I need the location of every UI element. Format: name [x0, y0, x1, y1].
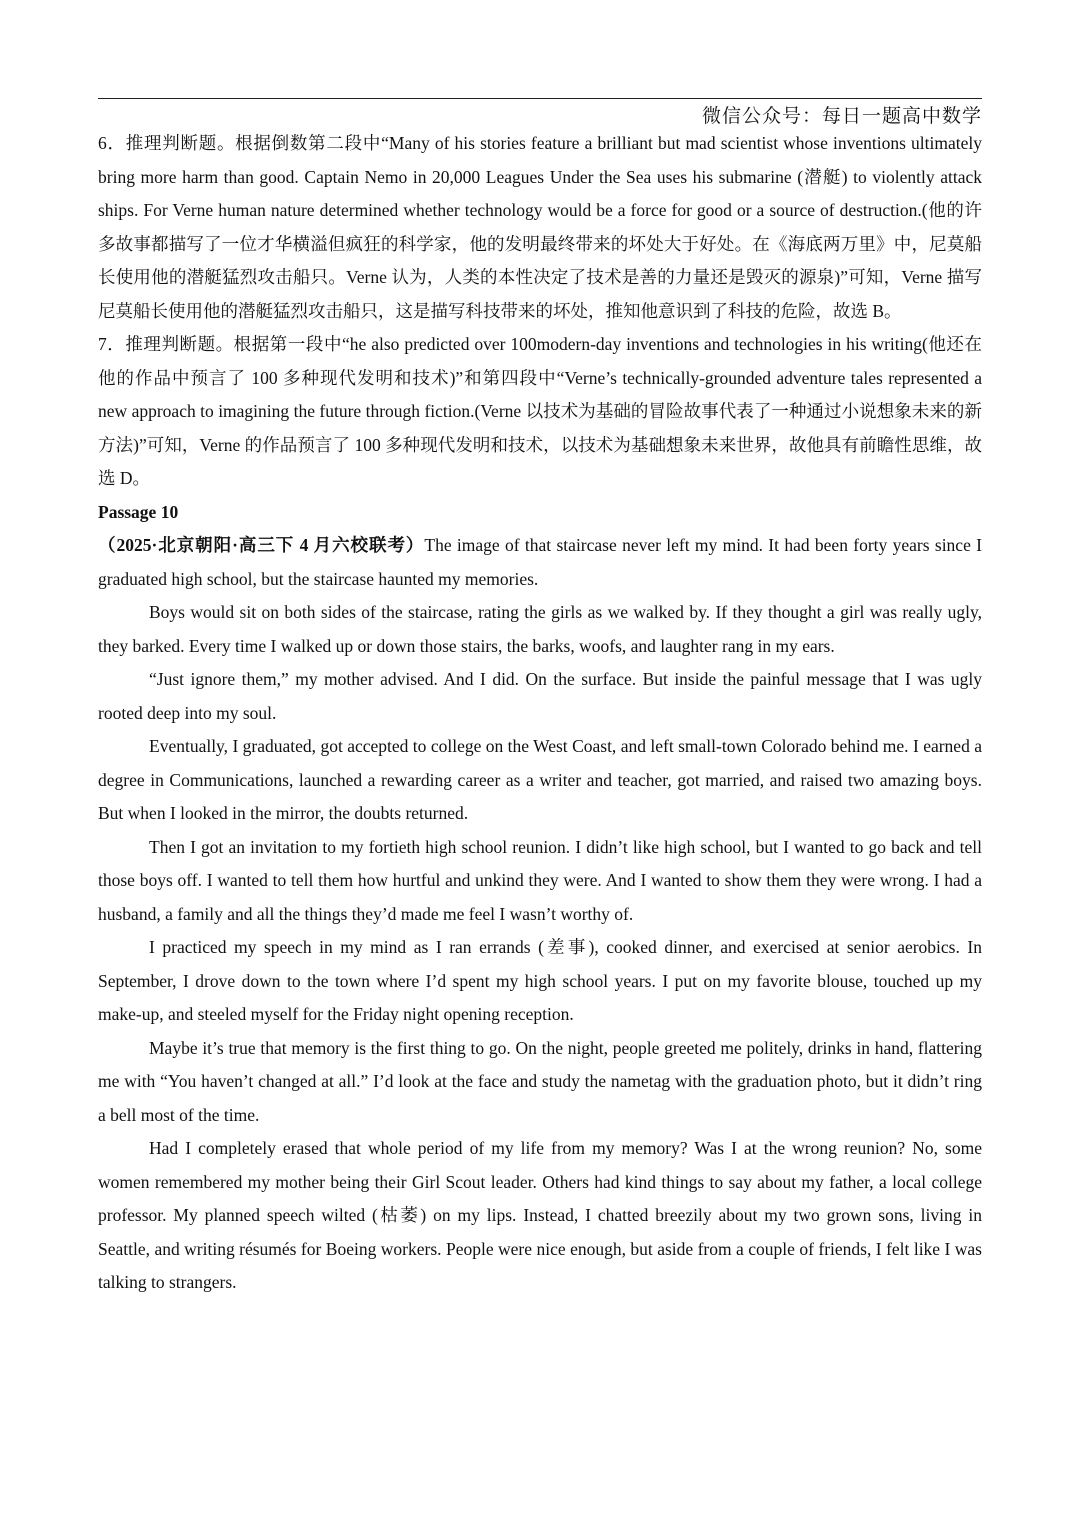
passage-paragraph: Had I completely erased that whole period of my life from my memory? Was I at the wrong reunion? No, some women remembered my mother being their Girl Scout leader. Others had kind things to say about my father, a local college professor. My planned speech wilted (枯萎) on my lips. Instead, I chatted breezily about my two grown sons, living in Seattle, and writing résumés for Boeing workers. People were nice enough, but aside from a couple of friends, I felt like I was talking to strangers. — [98, 1138, 982, 1292]
passage-paragraph: Then I got an invitation to my fortieth high school reunion. I didn’t like high school, but I wanted to go back and tell those boys off. I wanted to tell them how hurtful and unkind they were. And I wanted to show them they were wrong. I had a husband, a family and all the things they’d made me feel I wasn’t worthy of. — [98, 836, 982, 924]
passage-source: （2025·北京朝阳·高三下 4 月六校联考） — [98, 535, 425, 555]
passage-first-line: The image of that staircase never left my mind. It had been forty years since I graduated high school, but the staircase haunted my memories. — [98, 535, 982, 589]
passage-title: Passage 10 — [98, 501, 179, 522]
passage-paragraph: Boys would sit on both sides of the staircase, rating the girls as we walked by. If they thought a girl was really ugly, they barked. Every time I walked up or down those stairs, the barks, woofs, and laughter rang in my ears. — [98, 602, 982, 656]
page-content — [98, 127, 982, 1300]
answer-6: 6．推理判断题。根据倒数第二段中“Many of his stories feature a brilliant but mad scientist whose inventions ultimately bring more harm than good. Captain Nemo in 20,000 Leagues Under the Sea uses his submarine (潜艇) to violently attack ships. For Verne human nature determined whether technology would be a force for good or a source of destruction.(他的许多故事都描写了一位才华横溢但疯狂的科学家，他的发明最终带来的坏处大于好处。在《海底两万里》中，尼莫船长使用他的潜艇猛烈攻击船只。Verne 认为，人类的本性决定了技术是善的力量还是毁灭的源泉)”可知，Verne 描写尼莫船长使用他的潜艇猛烈攻击船只，这是描写科技带来的坏处，推知他意识到了科技的危险，故选 B。 — [98, 133, 982, 321]
answer-7: 7．推理判断题。根据第一段中“he also predicted over 100modern-day inventions and technologies in his writing(他还在他的作品中预言了 100 多种现代发明和技术)”和第四段中“Verne’s technically-grounded adventure tales represented a new approach to imagining the future through fiction.(Verne 以技术为基础的冒险故事代表了一种通过小说想象未来的新方法)”可知，Verne 的作品预言了 100 多种现代发明和技术，以技术为基础想象未来世界，故他具有前瞻性思维，故选 D。 — [98, 334, 982, 488]
passage-paragraph: Eventually, I graduated, got accepted to college on the West Coast, and left small-town Colorado behind me. I earned a degree in Communications, launched a rewarding career as a writer and teacher, got married, and raised two amazing boys. But when I looked in the mirror, the doubts returned. — [98, 736, 982, 823]
passage-paragraph: Maybe it’s true that memory is the first thing to go. On the night, people greeted me politely, drinks in hand, flattering me with “You haven’t changed at all.” I’d look at the face and study the nametag with the graduation photo, but it didn’t ring a bell most of the time. — [98, 1037, 982, 1125]
passage-first-paragraph — [98, 529, 982, 596]
header-rule — [98, 98, 982, 99]
header-text: 微信公众号：每日一题高中数学 — [701, 105, 982, 127]
passage-paragraph: I practiced my speech in my mind as I ran errands (差事), cooked dinner, and exercised at senior aerobics. In September, I drove down to the town where I’d spent my high school years. I put on my favorite blouse, touched up my make-up, and steeled myself for the Friday night opening reception. — [98, 937, 982, 1024]
passage-paragraph: “Just ignore them,” my mother advised. And I did. On the surface. But inside the painful message that I was ugly rooted deep into my soul. — [98, 669, 982, 723]
